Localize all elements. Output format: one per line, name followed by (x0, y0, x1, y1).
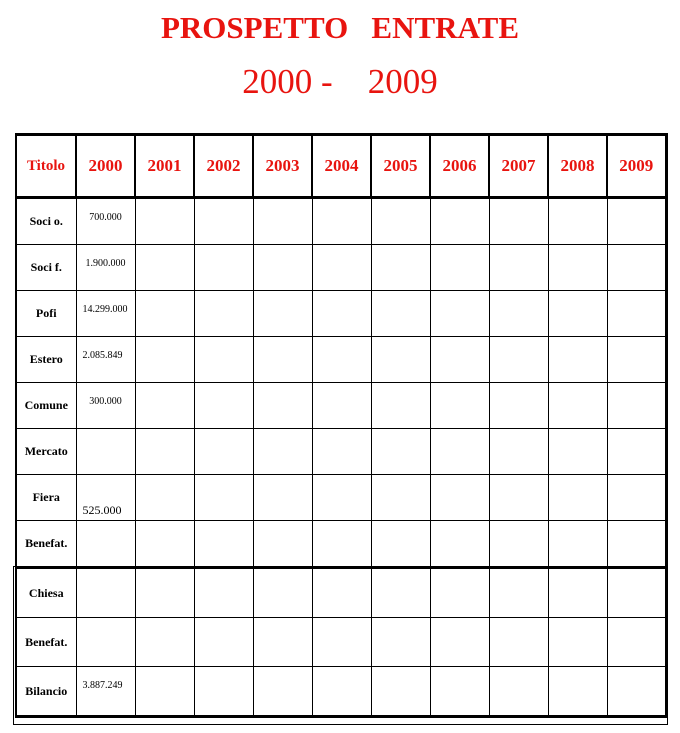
row-label: Mercato (16, 429, 76, 475)
row-label: Soci o. (16, 198, 76, 245)
table-cell (430, 475, 489, 521)
table-cell (489, 429, 548, 475)
table-cell (371, 618, 430, 667)
row-label: Chiesa (16, 568, 76, 618)
table-cell (312, 245, 371, 291)
cell-value: 300.000 (89, 396, 122, 407)
table-cell (76, 198, 135, 245)
table-cell (371, 198, 430, 245)
table-cell (194, 291, 253, 337)
table-cell (312, 383, 371, 429)
header-year-2001: 2001 (135, 135, 194, 198)
table-cell (312, 667, 371, 717)
table-row (16, 198, 666, 245)
table-cell (76, 291, 135, 337)
table-cell (607, 291, 666, 337)
table-cell (371, 291, 430, 337)
page-title: PROSPETTO ENTRATE (160, 10, 519, 45)
header-year-2003: 2003 (253, 135, 312, 198)
table-cell (548, 618, 607, 667)
table-cell (253, 291, 312, 337)
table-cell (607, 521, 666, 568)
table-cell (312, 475, 371, 521)
cell-value: 3.887.249 (82, 680, 123, 691)
table-cell (371, 337, 430, 383)
table-cell (430, 568, 489, 618)
table-cell (430, 383, 489, 429)
table-cell (135, 667, 194, 717)
table-cell (253, 667, 312, 717)
header-label: Titolo (16, 135, 76, 198)
page-subtitle: 2000 - 2009 (242, 62, 438, 101)
table-cell (371, 383, 430, 429)
table-cell (489, 383, 548, 429)
table-cell (135, 291, 194, 337)
header-row (16, 135, 666, 198)
table-cell (253, 337, 312, 383)
table-cell (548, 291, 607, 337)
table-cell (371, 245, 430, 291)
table-cell (489, 198, 548, 245)
table-cell (371, 429, 430, 475)
table-cell (312, 521, 371, 568)
table-cell (548, 198, 607, 245)
table-cell (489, 618, 548, 667)
table-cell (548, 429, 607, 475)
table-cell (312, 618, 371, 667)
table-row (16, 383, 666, 429)
table-row (16, 568, 666, 618)
table-cell (135, 383, 194, 429)
table-row (16, 291, 666, 337)
table-cell (253, 429, 312, 475)
table-cell (194, 337, 253, 383)
row-label: Benefat. (16, 521, 76, 568)
row-label: Estero (16, 337, 76, 383)
table-cell (489, 337, 548, 383)
row-label: Bilancio (16, 667, 76, 717)
table-cell (607, 337, 666, 383)
table-cell (548, 337, 607, 383)
table-cell (489, 291, 548, 337)
table-cell (371, 568, 430, 618)
header-year-2000: 2000 (76, 135, 135, 198)
table-cell (489, 521, 548, 568)
table-cell (135, 337, 194, 383)
revenue-table (15, 133, 668, 718)
table-cell (548, 521, 607, 568)
table-cell (194, 475, 253, 521)
table-cell (76, 383, 135, 429)
header-year-2007: 2007 (489, 135, 548, 198)
table-cell (489, 667, 548, 717)
header-year-2004: 2004 (312, 135, 371, 198)
table-cell (194, 521, 253, 568)
table-cell (430, 337, 489, 383)
table-cell (76, 429, 135, 475)
table-cell (371, 475, 430, 521)
table-cell (76, 337, 135, 383)
table-cell (607, 475, 666, 521)
table-cell (548, 475, 607, 521)
table-cell (253, 475, 312, 521)
row-label: Benefat. (16, 618, 76, 667)
table-cell (135, 245, 194, 291)
cell-value: 1.900.000 (85, 258, 126, 269)
table-row (16, 429, 666, 475)
table-row (16, 337, 666, 383)
table-cell (194, 245, 253, 291)
table-cell (135, 618, 194, 667)
table-cell (312, 568, 371, 618)
table-cell (194, 667, 253, 717)
table-cell (371, 667, 430, 717)
row-label: Fiera (16, 475, 76, 521)
table-cell (548, 568, 607, 618)
table-row (16, 667, 666, 717)
table-cell (135, 429, 194, 475)
table-cell (430, 521, 489, 568)
table-cell (194, 198, 253, 245)
table-cell (430, 245, 489, 291)
table-cell (76, 667, 135, 717)
table-cell (607, 245, 666, 291)
table-cell (312, 429, 371, 475)
header-year-2005: 2005 (371, 135, 430, 198)
table-cell (194, 618, 253, 667)
table-cell (430, 667, 489, 717)
table-row (16, 245, 666, 291)
table-cell (489, 568, 548, 618)
row-label: Soci f. (16, 245, 76, 291)
table-cell (312, 198, 371, 245)
table-cell (548, 667, 607, 717)
table-cell (135, 568, 194, 618)
table-cell (548, 383, 607, 429)
table-cell (253, 618, 312, 667)
table-row (16, 618, 666, 667)
header-year-2009: 2009 (607, 135, 666, 198)
header-year-2008: 2008 (548, 135, 607, 198)
cell-value: 525.000 (82, 503, 122, 517)
table-row (16, 475, 666, 521)
table-cell (430, 291, 489, 337)
table-cell (194, 383, 253, 429)
cell-value: 700.000 (89, 212, 122, 223)
table-cell (607, 568, 666, 618)
table-cell (430, 429, 489, 475)
table-cell (607, 198, 666, 245)
table-cell (253, 245, 312, 291)
table-cell (76, 568, 135, 618)
table-row (16, 521, 666, 568)
table-cell (607, 383, 666, 429)
table-cell (253, 383, 312, 429)
header-year-2006: 2006 (430, 135, 489, 198)
table-cell (253, 198, 312, 245)
table-cell (548, 245, 607, 291)
cell-value: 14.299.000 (82, 304, 128, 315)
table-cell (607, 667, 666, 717)
header-year-2002: 2002 (194, 135, 253, 198)
table-cell (253, 568, 312, 618)
table-cell (135, 475, 194, 521)
table-cell (489, 245, 548, 291)
row-label: Comune (16, 383, 76, 429)
table-cell (135, 521, 194, 568)
row-label: Pofi (16, 291, 76, 337)
table-cell (489, 475, 548, 521)
table-cell (135, 198, 194, 245)
table-cell (312, 337, 371, 383)
table-cell (76, 475, 135, 521)
table-cell (76, 521, 135, 568)
table-cell (76, 245, 135, 291)
cell-value: 2.085.849 (82, 350, 123, 361)
table-cell (607, 429, 666, 475)
table-cell (430, 618, 489, 667)
table-cell (607, 618, 666, 667)
table-cell (76, 618, 135, 667)
table-cell (430, 198, 489, 245)
table-cell (194, 568, 253, 618)
table-cell (194, 429, 253, 475)
table-cell (253, 521, 312, 568)
table-cell (371, 521, 430, 568)
table-cell (312, 291, 371, 337)
